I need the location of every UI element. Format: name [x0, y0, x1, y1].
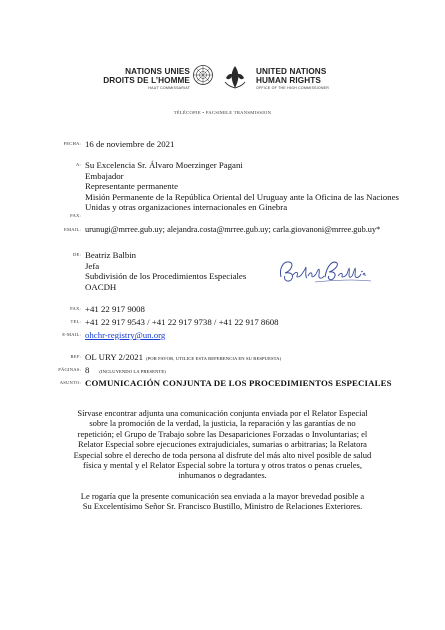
- body-line: Especial sobre el derecho de toda persona al disfrute del más alto nivel posible de salud: [73, 449, 372, 460]
- body-line: sobre la promoción de la verdad, la justicia, la reparación y las garantías de no: [89, 418, 356, 429]
- body-line: física y mental y el Relator Especial sobre la tortura y otros tratos o penas crueles,: [83, 460, 362, 471]
- pages-value: 8: [85, 365, 90, 375]
- date-value: 16 de noviembre de 2021: [85, 139, 175, 149]
- body-paragraph-2: [40, 491, 405, 512]
- ref-label: REF:: [70, 354, 81, 359]
- tel-value: +41 22 917 9543 / +41 22 917 9738 / +41 22 917 8608: [85, 317, 279, 327]
- recipient-line: Embajador: [85, 170, 124, 181]
- en-line2: HUMAN RIGHTS: [256, 76, 321, 85]
- subject-label: ASUNTO:: [59, 380, 81, 385]
- body-line: Le rogaría que la presente comunicación sea enviada a la mayor brevedad posible a: [80, 491, 365, 501]
- recipient-email-value: urunugi@mrree.gub.uy; alejandra.costa@mrree.gub.uy; carla.giovanoni@mrree.gub.uy*: [85, 225, 381, 234]
- un-emblem-icon: [192, 64, 214, 86]
- tel-label: TEL:: [70, 319, 81, 324]
- body-line: inhumanos o degradantes.: [178, 470, 267, 481]
- letterhead-french: [103, 67, 190, 91]
- recipient-line: Unidas y otras organizaciones internacionales en Ginebra: [85, 202, 288, 212]
- recipient-line: Su Excelencia Sr. Álvaro Moerzinger Pagani: [85, 160, 243, 170]
- sender-line: Subdivisión de los Procedimientos Especiales: [85, 271, 247, 281]
- en-line1: UNITED NATIONS: [256, 67, 327, 76]
- recipient-email-label: EMAIL:: [63, 227, 81, 232]
- letterhead: [0, 64, 445, 100]
- letterhead-english: [256, 67, 329, 91]
- pages-note: (INCLUYENDO LA PRESENTE): [99, 369, 166, 374]
- recipient-line: Misión Permanente de la República Oriental del Uruguay ante la Oficina de las Naciones: [85, 191, 399, 202]
- human-rights-emblem-icon: [222, 64, 248, 90]
- facsimile-heading: TÉLÉCOPIE • FACSIMILE TRANSMISSION: [173, 110, 272, 115]
- sender-line: Beatriz Balbin: [85, 250, 137, 260]
- sender-label: DE:: [73, 252, 81, 257]
- fr-line2: DROITS DE L’HOMME: [103, 76, 190, 85]
- handwritten-signature: [275, 255, 375, 285]
- sender-line: Jefa: [85, 260, 100, 271]
- body-line: Sírvase encontrar adjunta una comunicación conjunta enviada por el Relator Especial: [77, 408, 368, 418]
- body-line: Relator Especial sobre ejecuciones extrajudiciales, sumarias o arbitrarias; la Relatora: [78, 439, 367, 450]
- recipient-line: Representante permanente: [85, 181, 179, 191]
- registry-email-link[interactable]: ohchr-registry@un.org: [85, 330, 166, 340]
- sender-fax-value: +41 22 917 9008: [85, 304, 145, 314]
- body-line: Su Excelentísimo Señor Sr. Francisco Bustillo, Ministro de Relaciones Exteriores.: [82, 501, 363, 512]
- sender-line: OACDH: [85, 281, 117, 292]
- ref-note: (POR FAVOR, UTILICE ESTA REFERENCIA EN SU RESPUESTA): [146, 356, 282, 361]
- fr-line3: HAUT COMMISSARIAT: [148, 86, 190, 90]
- sender-email-label: E-MAIL:: [62, 332, 81, 337]
- body-line: repetición; el Grupo de Trabajo sobre las Desapariciones Forzadas o Involuntarias; el: [77, 428, 368, 439]
- fr-line1: NATIONS UNIES: [125, 67, 190, 76]
- subject-value: COMUNICACIÓN CONJUNTA DE LOS PROCEDIMIENTOS ESPECIALES: [85, 378, 392, 388]
- ref-value: OL URY 2/2021: [85, 352, 143, 362]
- pages-label: PÁGINAS:: [58, 367, 81, 372]
- pages-value-wrap: [85, 365, 166, 378]
- en-line3: OFFICE OF THE HIGH COMMISSIONER: [256, 86, 330, 90]
- recipient-label: A:: [76, 162, 81, 167]
- body-paragraph-1: [40, 408, 405, 481]
- ref-value-wrap: [85, 352, 281, 365]
- date-label: FECHA:: [63, 141, 81, 146]
- sender-fax-label: FAX:: [70, 306, 81, 311]
- recipient-fax-label: FAX:: [70, 213, 81, 218]
